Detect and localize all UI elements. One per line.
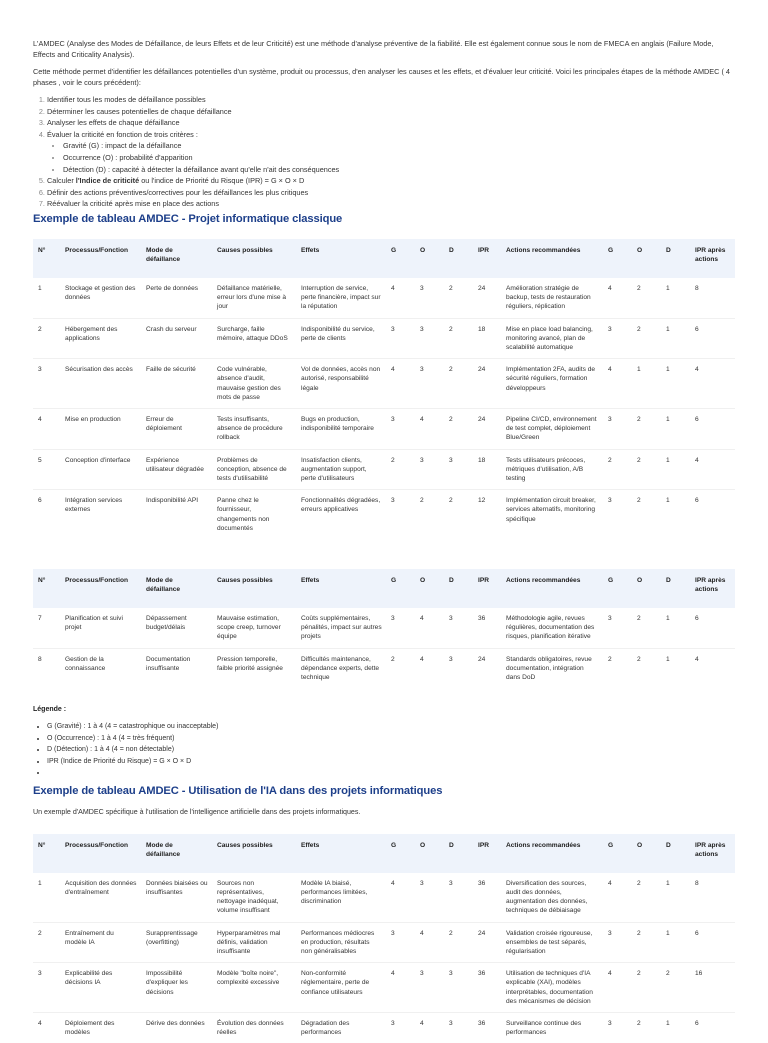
step-item: 7. Réévaluer la criticité après mise en place des actions (47, 198, 735, 210)
table-cell: 1 (661, 648, 690, 688)
column-header: IPR après actions (690, 569, 735, 608)
table-cell: Interruption de service, perte financière, impact sur la réputation (301, 284, 381, 311)
legend-item: • G (Gravité) : 1 à 4 (4 = catastrophique ou inacceptable) (47, 721, 735, 733)
table-cell: Vol de données, accès non autorisé, responsabilité légale (296, 359, 386, 409)
table-cell: 3 (386, 318, 415, 359)
column-header: Processus/Fonction (60, 569, 141, 608)
column-header: G (603, 239, 632, 278)
column-header: IPR après actions (690, 834, 735, 873)
table-cell: 2 (632, 963, 661, 1013)
column-header: Mode de défaillance (141, 239, 212, 278)
table-cell: 18 (473, 449, 501, 490)
table-cell: 3 (603, 318, 632, 359)
table-cell: Dépassement budget/délais (146, 615, 187, 632)
table-row (33, 1012, 735, 1043)
column-header: Effets (296, 834, 386, 873)
table-cell: Méthodologie agile, revues régulières, documentation des risques, planification itérative (506, 615, 595, 641)
column-header: O (415, 239, 444, 278)
table-cell: 3 (33, 359, 60, 409)
table-cell: 4 (415, 922, 444, 963)
table-cell: Pipeline CI/CD, environnement de test complet, déploiement Blue/Green (501, 408, 603, 449)
table-cell: Tests utilisateurs précoces, métriques d'utilisation, A/B testing (501, 449, 603, 490)
table-cell: 3 (603, 408, 632, 449)
table-row (33, 873, 735, 922)
table-cell: 2 (415, 490, 444, 539)
table-cell: 3 (386, 1012, 415, 1043)
table-row (33, 490, 735, 539)
table-cell: 1 (632, 359, 661, 409)
column-header: Causes possibles (212, 834, 296, 873)
table-header-row (33, 239, 735, 278)
table-cell: 6 (695, 615, 699, 622)
table-cell: Amélioration stratégie de backup, tests de restauration réguliers, réplication (506, 284, 591, 311)
table-cell: 36 (478, 615, 486, 622)
column-header: IPR après actions (690, 239, 735, 278)
column-header: IPR (473, 569, 501, 608)
table-cell: Documentation insuffisante (141, 648, 212, 688)
table-cell: 36 (478, 879, 486, 887)
column-header: D (444, 239, 473, 278)
table-cell: 1 (661, 1012, 690, 1043)
table-cell: 1 (666, 879, 670, 887)
table-cell: Non-conformité réglementaire, perte de confiance utilisateurs (296, 963, 386, 1013)
column-header: D (661, 239, 690, 278)
table-cell: Surapprentissage (overfitting) (141, 922, 212, 963)
table-cell: 3 (603, 490, 632, 539)
table-cell: Stockage et gestion des données (65, 284, 136, 302)
table-cell: Acquisition des données d'entraînement (65, 879, 137, 896)
table-cell: 3 (415, 449, 444, 490)
column-header: IPR (473, 834, 501, 873)
table-cell: 4 (690, 359, 735, 409)
column-header: Mode de défaillance (141, 834, 212, 873)
column-header: Actions recommandées (501, 239, 603, 278)
table-cell: 2 (632, 449, 661, 490)
table-cell: 1 (38, 879, 42, 887)
amdec-table-classic-continued (33, 569, 735, 688)
table-cell: 4 (415, 648, 444, 688)
table-cell: 3 (391, 615, 395, 622)
column-header: Processus/Fonction (60, 239, 141, 278)
table-cell: 3 (444, 449, 473, 490)
column-header: O (632, 239, 661, 278)
table-cell: Entraînement du modèle IA (60, 922, 141, 963)
table-cell: Crash du serveur (141, 318, 212, 359)
table-cell: 2 (632, 490, 661, 539)
column-header: Causes possibles (212, 239, 296, 278)
table-cell: Code vulnérable, absence d'audit, mauvaise gestion des mots de passe (212, 359, 296, 409)
table-cell: 2 (632, 408, 661, 449)
step-item: 2. Déterminer les causes potentielles de chaque défaillance (47, 106, 735, 118)
table-cell: 4 (33, 408, 60, 449)
table-cell: Défaillance matérielle, erreur lors d'une mise à jour (217, 284, 287, 311)
column-header: G (386, 569, 415, 608)
table-row (33, 648, 735, 688)
table-cell: 3 (420, 284, 424, 292)
table-cell: 2 (637, 284, 641, 292)
column-header: Mode de défaillance (141, 569, 212, 608)
column-header: N° (33, 239, 60, 278)
column-header: G (386, 239, 415, 278)
table-cell: Conception d'interface (60, 449, 141, 490)
table-cell: 4 (391, 284, 395, 292)
criteria-item: • Gravité (G) : impact de la défaillance (63, 140, 735, 152)
table-cell: 3 (386, 922, 415, 963)
table-cell: Utilisation de techniques d'IA explicable (XAI), modèles interprétables, documentation des mécanismes de décision (501, 963, 603, 1013)
table-cell: Faille de sécurité (141, 359, 212, 409)
table-cell: 1 (666, 615, 670, 622)
step-item-label: Évaluer la criticité en fonction de trois critères : (47, 129, 198, 139)
table-cell: 3 (444, 648, 473, 688)
table-cell: 2 (444, 359, 473, 409)
table-cell: 3 (33, 963, 60, 1013)
table-cell: Diversification des sources, audit des données, augmentation des données, techniques de débiaisage (506, 879, 588, 915)
table-cell: Performances médiocres en production, résultats non généralisables (296, 922, 386, 963)
table-cell: 36 (473, 1012, 501, 1043)
criteria-list (47, 140, 735, 175)
table-cell: 1 (666, 284, 670, 292)
table-cell: 2 (637, 615, 641, 622)
legend-item: • IPR (Indice de Priorité du Risque) = G × O × D (47, 756, 735, 768)
table-cell: Modèle "boîte noire", complexité excessive (212, 963, 296, 1013)
document-page (33, 38, 735, 1043)
table-cell: Difficultés maintenance, dépendance experts, dette technique (296, 648, 386, 688)
table-cell: 16 (690, 963, 735, 1013)
table-cell: 1 (661, 922, 690, 963)
section-title-classic: Exemple de tableau AMDEC - Projet informatique classique (33, 212, 343, 225)
table-cell: Problèmes de conception, absence de tests d'utilisabilité (212, 449, 296, 490)
amdec-table-ai (33, 834, 735, 1043)
column-header: O (632, 834, 661, 873)
table-cell: Hyperparamètres mal définis, validation insuffisante (212, 922, 296, 963)
legend-list (33, 721, 735, 779)
table-cell: 2 (632, 648, 661, 688)
column-header: G (603, 834, 632, 873)
table-cell: 24 (473, 922, 501, 963)
table-cell: 3 (449, 615, 453, 622)
legend-title: Légende : (33, 706, 67, 714)
table-cell: 3 (449, 879, 453, 887)
table-cell: 4 (386, 963, 415, 1013)
table-cell: Explicabilité des décisions IA (60, 963, 141, 1013)
intro-paragraph-1: L'AMDEC (Analyse des Modes de Défaillance, de leurs Effets et de leur Criticité) est une méthode d'analyse préventive de la fiabilité. Elle est également connue sous le nom de FMECA en anglais (Failure Mode, Effects and Criticality Analysis). (33, 39, 714, 59)
table-cell: 3 (444, 963, 473, 1013)
table-cell: Erreur de déploiement (141, 408, 212, 449)
table-cell: Dérive des données (141, 1012, 212, 1043)
table-cell: Tests insuffisants, absence de procédure rollback (212, 408, 296, 449)
table-cell: 1 (661, 318, 690, 359)
step-item: 6. Définir des actions préventives/correctives pour les défaillances les plus critiques (47, 187, 735, 199)
table-cell: Mise en place load balancing, monitoring avancé, plan de scalabilité automatique (501, 318, 603, 359)
table-cell: Implémentation 2FA, audits de sécurité réguliers, formation développeurs (501, 359, 603, 409)
criteria-item: • Détection (D) : capacité à détecter la défaillance avant qu'elle n'ait des conséquences (63, 164, 735, 176)
table-cell: Mauvaise estimation, scope creep, turnover équipe (217, 615, 281, 641)
table-cell: 2 (444, 490, 473, 539)
table-cell: 6 (690, 490, 735, 539)
table-cell: 3 (415, 963, 444, 1013)
table-cell: Planification et suivi projet (65, 615, 123, 632)
legend-item: • O (Occurrence) : 1 à 4 (4 = très fréquent) (47, 733, 735, 745)
column-header: N° (33, 834, 60, 873)
table-cell: 4 (415, 408, 444, 449)
table-cell: 1 (661, 408, 690, 449)
table-cell: Perte de données (146, 284, 199, 292)
table-cell: 2 (33, 922, 60, 963)
step5-prefix: Calculer (47, 176, 76, 186)
table-cell: 4 (386, 359, 415, 409)
table-cell: 18 (473, 318, 501, 359)
table-cell: 2 (632, 922, 661, 963)
table-cell: 6 (690, 922, 735, 963)
table-cell: 7 (38, 615, 42, 622)
table-cell: 2 (444, 318, 473, 359)
table-cell: Intégration services externes (60, 490, 141, 539)
table-cell: 3 (603, 922, 632, 963)
table-cell: Gestion de la connaissance (60, 648, 141, 688)
table-cell: Implémentation circuit breaker, services alternatifs, monitoring spécifique (501, 490, 603, 539)
table-cell: 3 (444, 1012, 473, 1043)
step-item: 1. Identifier tous les modes de défaillance possibles (47, 94, 735, 106)
table-cell: 2 (661, 963, 690, 1013)
table-cell: 4 (603, 963, 632, 1013)
column-header: N° (33, 569, 60, 608)
table-cell: 24 (473, 648, 501, 688)
column-header: D (661, 569, 690, 608)
step5-bold: l'Indice de criticité (75, 176, 140, 186)
table-cell: Modèle IA biaisé, performances limitées, discrimination (301, 879, 368, 906)
table-cell: 3 (386, 490, 415, 539)
table-cell: 4 (690, 648, 735, 688)
table-cell: 2 (33, 318, 60, 359)
table-cell: Indisponibilité du service, perte de clients (296, 318, 386, 359)
table-cell: Expérience utilisateur dégradée (141, 449, 212, 490)
column-header: Actions recommandées (501, 834, 603, 873)
table-header-row (33, 834, 735, 873)
table-cell: 3 (608, 615, 612, 622)
table-row (33, 278, 735, 318)
table-cell: 3 (420, 879, 424, 887)
table-row (33, 449, 735, 490)
criteria-item: • Occurrence (O) : probabilité d'apparition (63, 152, 735, 164)
table-cell: 3 (603, 1012, 632, 1043)
table-row (33, 318, 735, 359)
table-cell: 2 (444, 922, 473, 963)
table-cell: 1 (661, 490, 690, 539)
table-cell: Bugs en production, indisponibilité temporaire (296, 408, 386, 449)
table-cell: 6 (33, 490, 60, 539)
step-item (47, 129, 735, 175)
table-cell: 3 (415, 359, 444, 409)
table-cell: 8 (33, 648, 60, 688)
column-header: G (603, 569, 632, 608)
table-cell: 12 (473, 490, 501, 539)
table-cell: Surveillance continue des performances (501, 1012, 603, 1043)
table-cell: 2 (603, 449, 632, 490)
table-cell: 1 (38, 284, 42, 292)
table-cell: Données biaisées ou insuffisantes (146, 879, 208, 896)
table-cell: 4 (608, 879, 612, 887)
table-cell: Déploiement des modèles (60, 1012, 141, 1043)
table-cell: Dégradation des performances (296, 1012, 386, 1043)
table-cell: 24 (473, 359, 501, 409)
column-header: D (661, 834, 690, 873)
table-row (33, 408, 735, 449)
legend-item-empty (47, 767, 735, 779)
table-cell: Hébergement des applications (60, 318, 141, 359)
table-cell: Mise en production (60, 408, 141, 449)
table-cell: 36 (473, 963, 501, 1013)
table-header-row (33, 569, 735, 608)
column-header: O (415, 569, 444, 608)
table-cell: 5 (33, 449, 60, 490)
table-cell: Insatisfaction clients, augmentation support, perte d'utilisateurs (296, 449, 386, 490)
table-cell: 24 (478, 284, 486, 292)
table-cell: Impossibilité d'expliquer les décisions (141, 963, 212, 1013)
table-cell: 8 (695, 284, 699, 292)
table-cell: Pression temporelle, faible priorité assignée (212, 648, 296, 688)
table-cell: 6 (690, 1012, 735, 1043)
section-title-ai: Exemple de tableau AMDEC - Utilisation de l'IA dans des projets informatiques (33, 784, 443, 797)
table-cell: 2 (386, 449, 415, 490)
intro-paragraph-2: Cette méthode permet d'identifier les défaillances potentielles d'un système, produit ou processus, d'en analyser les causes et les effets, et d'évaluer leur criticité. Voici les principales étapes de la méthode AMDEC ( 4 phases , voir le cours précédent): (33, 67, 730, 87)
table-cell: 4 (603, 359, 632, 409)
amdec-table-classic (33, 239, 735, 539)
column-header: D (444, 834, 473, 873)
table-cell: Indisponibilité API (141, 490, 212, 539)
table-cell: Sources non représentatives, nettoyage inadéquat, volume insuffisant (217, 879, 279, 915)
column-header: G (386, 834, 415, 873)
column-header: O (415, 834, 444, 873)
column-header: Causes possibles (212, 569, 296, 608)
column-header: Actions recommandées (501, 569, 603, 608)
column-header: IPR (473, 239, 501, 278)
table-cell: 3 (415, 318, 444, 359)
table-cell: 2 (449, 284, 453, 292)
step-item (47, 175, 735, 187)
column-header: Effets (296, 569, 386, 608)
step-item: 3. Analyser les effets de chaque défaillance (47, 117, 735, 129)
table-cell: 2 (386, 648, 415, 688)
table-cell: Panne chez le fournisseur, changements non documentés (212, 490, 296, 539)
table-cell: 2 (637, 879, 641, 887)
table-cell: 3 (386, 408, 415, 449)
table-cell: 1 (661, 449, 690, 490)
method-steps-list (33, 94, 735, 210)
table-cell: 4 (690, 449, 735, 490)
table-cell: Validation croisée rigoureuse, ensembles de test séparés, régularisation (501, 922, 603, 963)
table-cell: 1 (661, 359, 690, 409)
table-cell: Évolution des données réelles (212, 1012, 296, 1043)
table-cell: 2 (632, 318, 661, 359)
step5-suffix: ou l'indice de Priorité du Risque (IPR) = G × O × D (139, 176, 305, 186)
table-cell: Coûts supplémentaires, pénalités, impact sur autres projets (301, 615, 382, 641)
table-cell: 2 (603, 648, 632, 688)
table-cell: 2 (632, 1012, 661, 1043)
table-cell: 6 (690, 408, 735, 449)
table-cell: 4 (391, 879, 395, 887)
table-cell: 4 (33, 1012, 60, 1043)
column-header: O (632, 569, 661, 608)
table-cell: 4 (415, 1012, 444, 1043)
table-cell: 4 (608, 284, 612, 292)
table-row (33, 922, 735, 963)
section-ai-lead: Un exemple d'AMDEC spécifique à l'utilisation de l'intelligence artificielle dans des projets informatiques. (33, 807, 361, 816)
legend-item: • D (Détection) : 1 à 4 (4 = non détectable) (47, 744, 735, 756)
table-cell: 8 (695, 879, 699, 887)
table-cell: Sécurisation des accès (60, 359, 141, 409)
column-header: Effets (296, 239, 386, 278)
table-cell: Fonctionnalités dégradées, erreurs applicatives (296, 490, 386, 539)
column-header: D (444, 569, 473, 608)
table-cell: Surcharge, faille mémoire, attaque DDoS (212, 318, 296, 359)
table-row (33, 359, 735, 409)
table-cell: 2 (444, 408, 473, 449)
column-header: Processus/Fonction (60, 834, 141, 873)
table-cell: Standards obligatoires, revue documentation, intégration dans DoD (501, 648, 603, 688)
table-row (33, 608, 735, 648)
table-cell: 4 (420, 615, 424, 622)
table-row (33, 963, 735, 1013)
table-cell: 24 (473, 408, 501, 449)
table-cell: 6 (690, 318, 735, 359)
